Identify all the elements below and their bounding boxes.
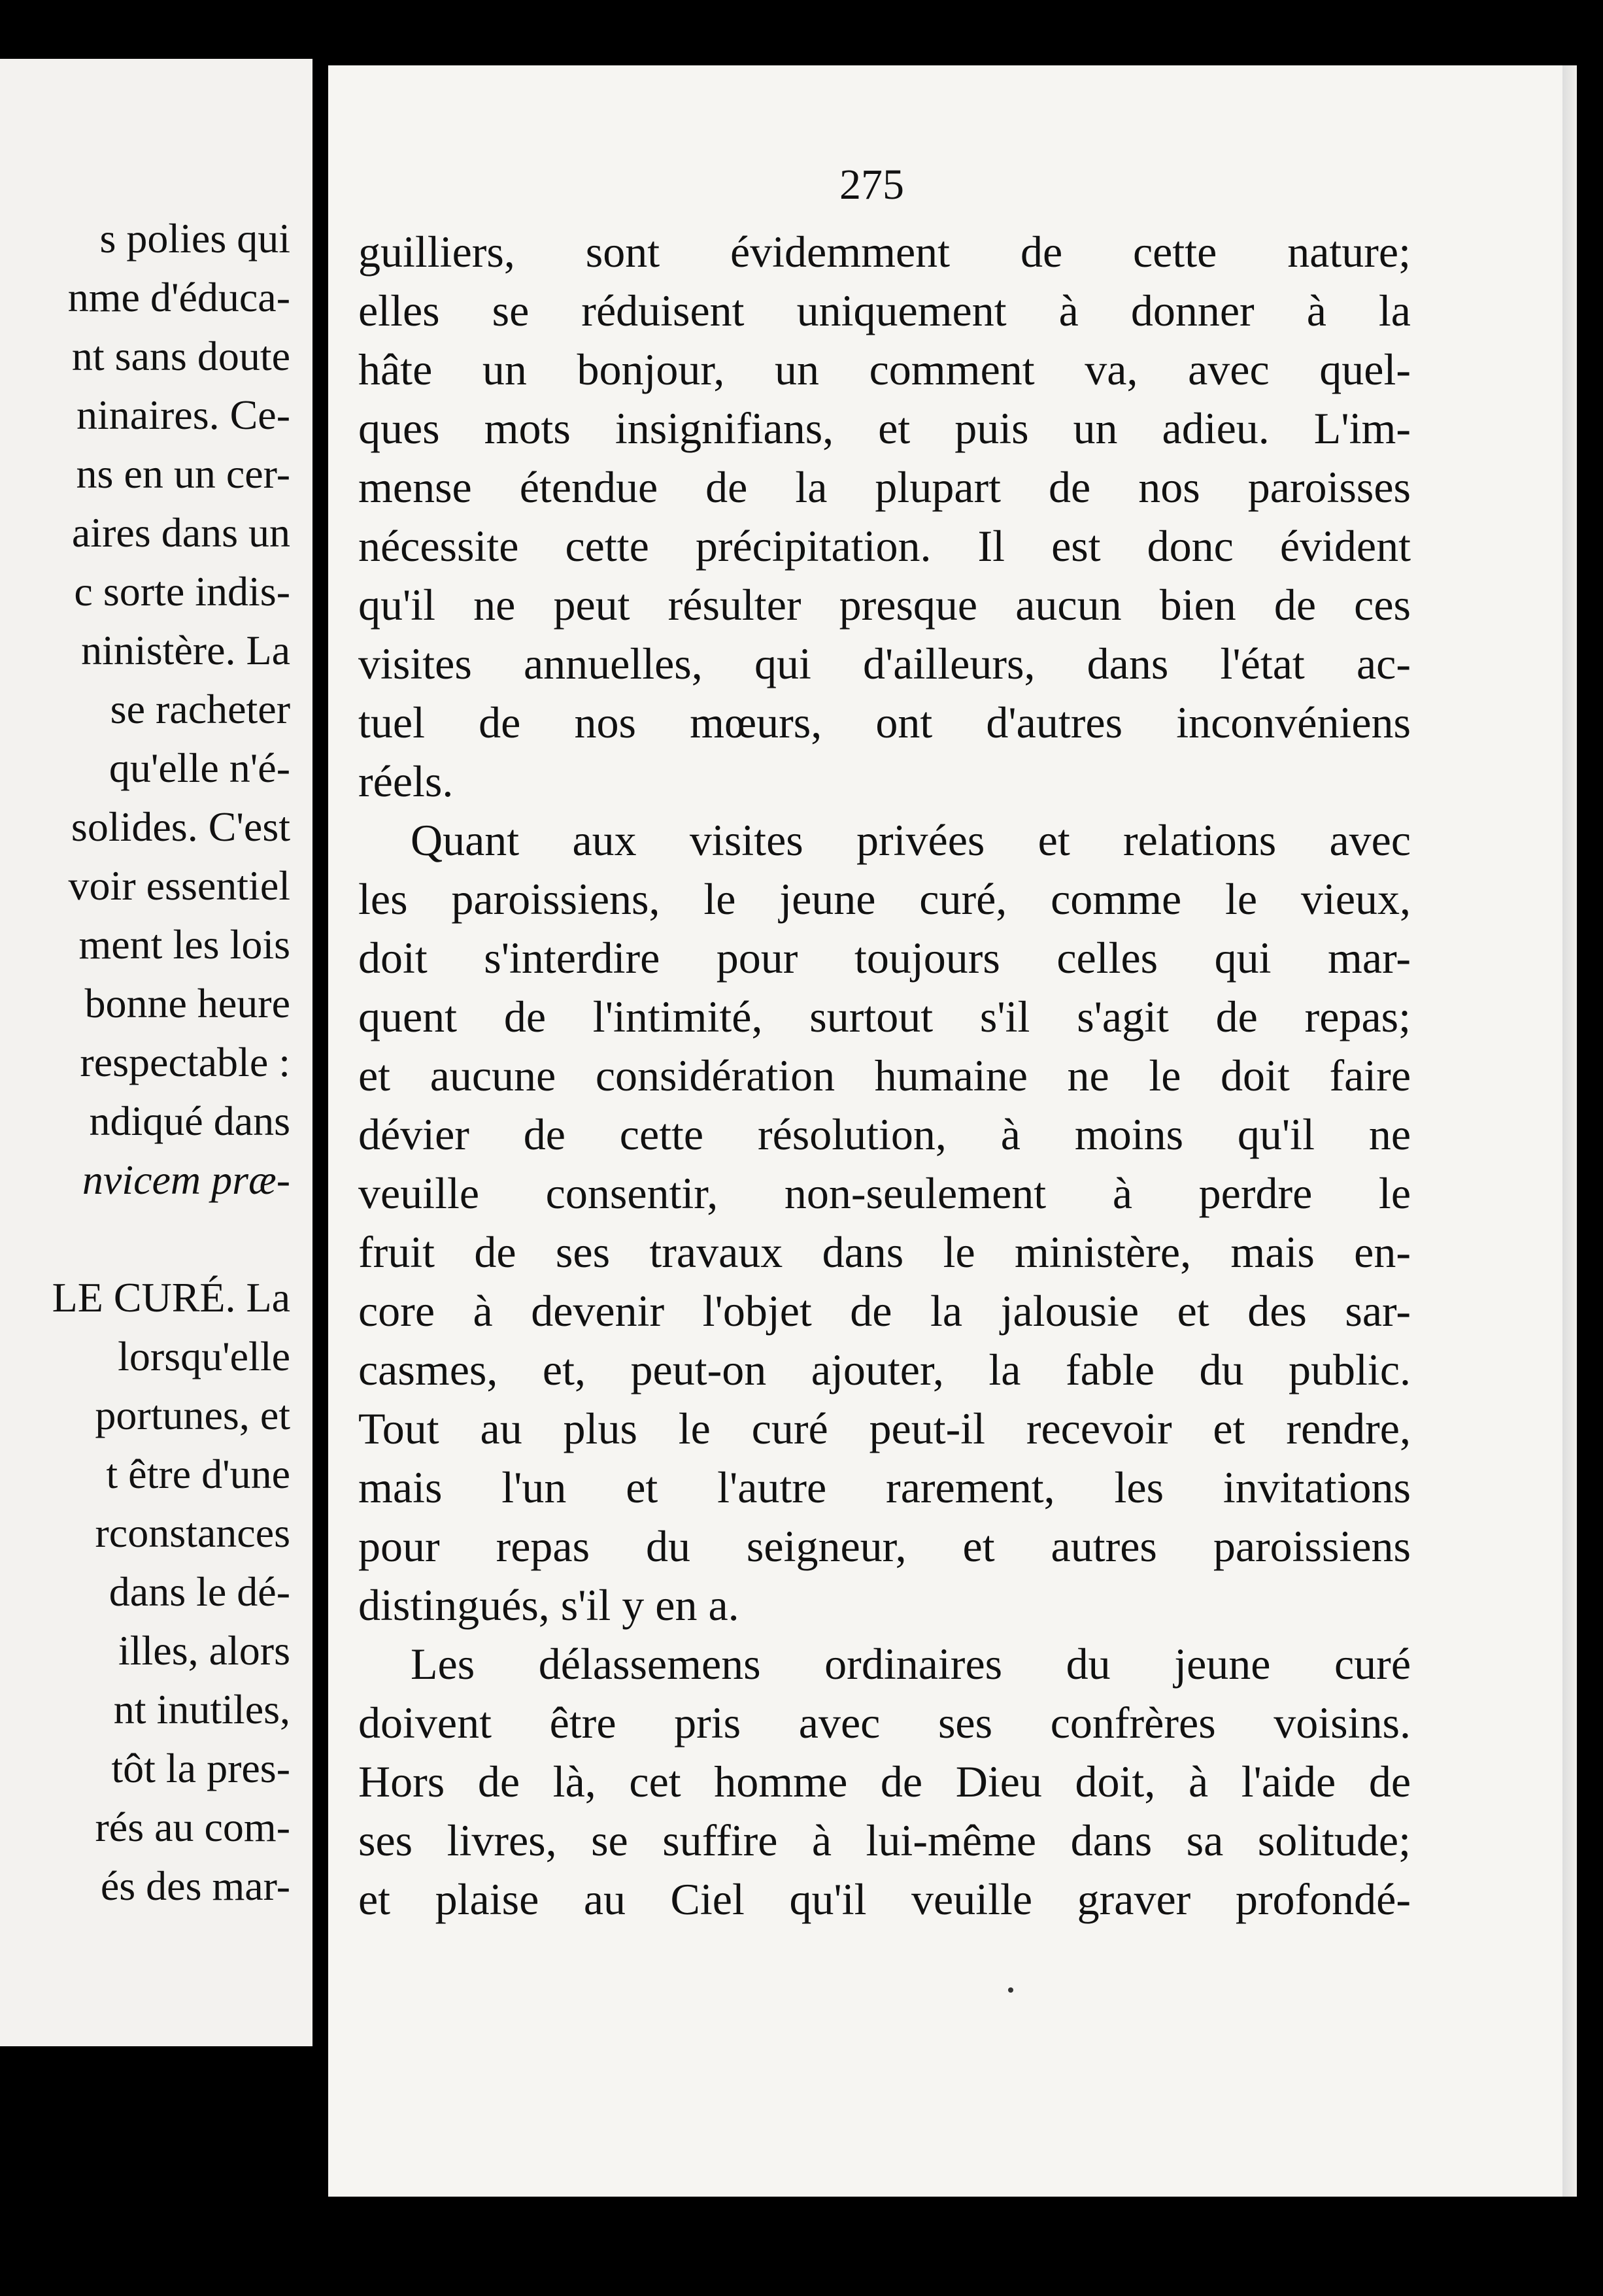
book-gutter (312, 39, 328, 2053)
text-line: et aucune considération humaine ne le doit faire (358, 1051, 1411, 1100)
left-line: ndiqué dans (89, 1098, 290, 1144)
text-line: Les délassemens ordinaires du jeune curé (411, 1639, 1411, 1689)
left-line: nme d'éduca- (67, 274, 290, 320)
left-page-text (0, 209, 290, 1916)
text-line: réels. (358, 756, 454, 806)
text-line: Quant aux visites privées et relations avec (411, 815, 1411, 865)
text-line: pour repas du seigneur, et autres paroissiens (358, 1521, 1411, 1571)
text-line: nécessite cette précipitation. Il est donc évident (358, 521, 1411, 571)
text-line: mais l'un et l'autre rarement, les invitations (358, 1462, 1411, 1512)
left-line: respectable : (80, 1039, 290, 1085)
left-line: ns en un cer- (76, 450, 290, 497)
left-line: portunes, et (95, 1392, 290, 1438)
text-line: fruit de ses travaux dans le ministère, mais en- (358, 1227, 1411, 1277)
left-line: nt inutiles, (113, 1686, 290, 1732)
text-line: quent de l'intimité, surtout s'il s'agit de repas; (358, 992, 1411, 1041)
left-line: aires dans un (71, 509, 290, 556)
text-line: les paroissiens, le jeune curé, comme le vieux, (358, 874, 1411, 924)
left-line: qu'elle n'é- (109, 745, 290, 791)
text-line: qu'il ne peut résulter presque aucun bien de ces (358, 580, 1411, 630)
text-line: mense étendue de la plupart de nos paroisses (358, 462, 1411, 512)
left-line: LE CURÉ. La (52, 1274, 290, 1321)
text-line: hâte un bonjour, un comment va, avec quel- (358, 345, 1411, 394)
text-line: veuille consentir, non-seulement à perdre le (358, 1168, 1411, 1218)
text-line: dévier de cette résolution, à moins qu'il ne (358, 1109, 1411, 1159)
left-line: solides. C'est (71, 803, 290, 850)
left-line: rés au com- (95, 1804, 290, 1850)
left-line: rconstances (95, 1510, 290, 1556)
text-line: distingués, s'il y en a. (358, 1580, 739, 1630)
left-line: ment les lois (78, 921, 290, 968)
left-line: nvicem præ- (82, 1156, 290, 1203)
ink-speck (1008, 1987, 1013, 1993)
left-line: dans le dé- (109, 1568, 290, 1615)
left-line: se racheter (110, 686, 290, 732)
left-line: voir essentiel (68, 862, 290, 909)
text-line: elles se réduisent uniquement à donner à la (358, 286, 1411, 335)
text-line: visites annuelles, qui d'ailleurs, dans l'état ac- (358, 639, 1411, 688)
body-text (358, 222, 1411, 1929)
left-line: és des mar- (100, 1863, 290, 1909)
left-line: tôt la pres- (111, 1745, 290, 1791)
text-line: guilliers, sont évidemment de cette nature; (358, 227, 1411, 277)
left-line: s polies qui (99, 215, 290, 262)
text-line: core à devenir l'objet de la jalousie et des sar- (358, 1286, 1411, 1336)
text-line: et plaise au Ciel qu'il veuille graver profondé- (358, 1874, 1411, 1924)
left-line: c sorte indis- (74, 568, 290, 615)
text-line: doit s'interdire pour toujours celles qui mar- (358, 933, 1411, 983)
text-line: tuel de nos mœurs, ont d'autres inconvéniens (358, 698, 1411, 747)
left-line: t être d'une (106, 1451, 290, 1497)
text-line: Hors de là, cet homme de Dieu doit, à l'aide de (358, 1757, 1411, 1806)
text-line: casmes, et, peut-on ajouter, la fable du public. (358, 1345, 1411, 1394)
left-line: ninaires. Ce- (76, 392, 290, 438)
right-page (328, 65, 1577, 2197)
text-line: ses livres, se suffire à lui-même dans sa solitude; (358, 1815, 1411, 1865)
left-page (0, 59, 312, 2046)
text-line: ques mots insignifians, et puis un adieu. L'im- (358, 403, 1411, 453)
page-number: 275 (839, 161, 904, 209)
text-line: doivent être pris avec ses confrères voisins. (358, 1698, 1411, 1747)
text-line: Tout au plus le curé peut-il recevoir et rendre, (358, 1404, 1411, 1453)
left-line: illes, alors (118, 1627, 290, 1674)
left-line: lorsqu'elle (118, 1333, 290, 1379)
left-line: ninistère. La (81, 627, 290, 673)
left-line: bonne heure (84, 980, 290, 1026)
left-line (0, 1209, 290, 1268)
left-line: nt sans doute (71, 333, 290, 379)
